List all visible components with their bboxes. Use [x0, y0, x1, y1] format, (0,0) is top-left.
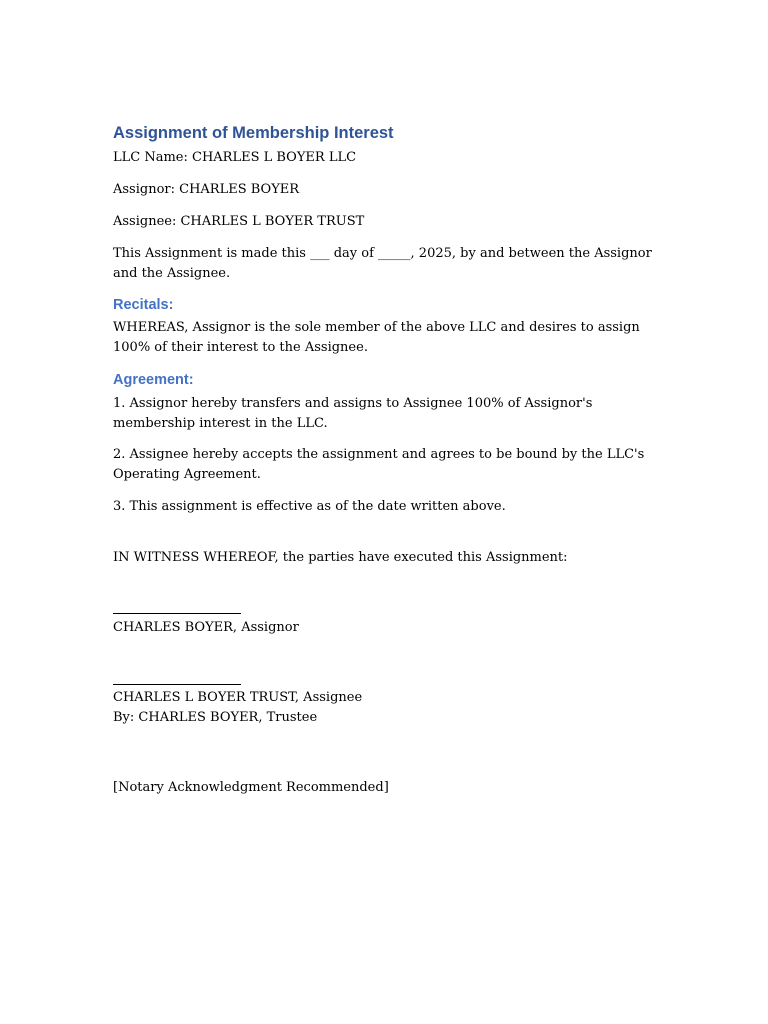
assignee-signature-by: By: CHARLES BOYER, Trustee	[113, 710, 318, 725]
assignor-line: Assignor: CHARLES BOYER	[113, 182, 300, 197]
llc-name-line: LLC Name: CHARLES L BOYER LLC	[113, 150, 357, 165]
agreement-item: 1. Assignor hereby transfers and assigns to Assignee 100% of Assignor's membership interest in the LLC.	[113, 396, 593, 431]
agreement-item: 3. This assignment is effective as of the date written above.	[113, 499, 506, 514]
agreement-heading: Agreement:	[113, 372, 194, 388]
recitals-heading: Recitals:	[113, 297, 174, 313]
assignor-signature-name: CHARLES BOYER, Assignor	[113, 620, 299, 635]
agreement-item: 2. Assignee hereby accepts the assignment and agrees to be bound by the LLC's Operating Agreement.	[113, 447, 645, 482]
assignee-line: Assignee: CHARLES L BOYER TRUST	[113, 214, 365, 229]
notary-note: [Notary Acknowledgment Recommended]	[113, 780, 389, 795]
intro-paragraph: This Assignment is made this ___ day of _____, 2025, by and between the Assignor and the Assignee.	[113, 246, 652, 281]
witness-paragraph: IN WITNESS WHEREOF, the parties have executed this Assignment:	[113, 550, 568, 565]
document-title: Assignment of Membership Interest	[113, 124, 394, 142]
assignor-signature-line	[113, 613, 241, 614]
assignee-signature-line	[113, 684, 241, 685]
assignee-signature-name: CHARLES L BOYER TRUST, Assignee	[113, 690, 363, 705]
recitals-paragraph: WHEREAS, Assignor is the sole member of the above LLC and desires to assign 100% of their interest to the Assignee.	[113, 320, 640, 355]
